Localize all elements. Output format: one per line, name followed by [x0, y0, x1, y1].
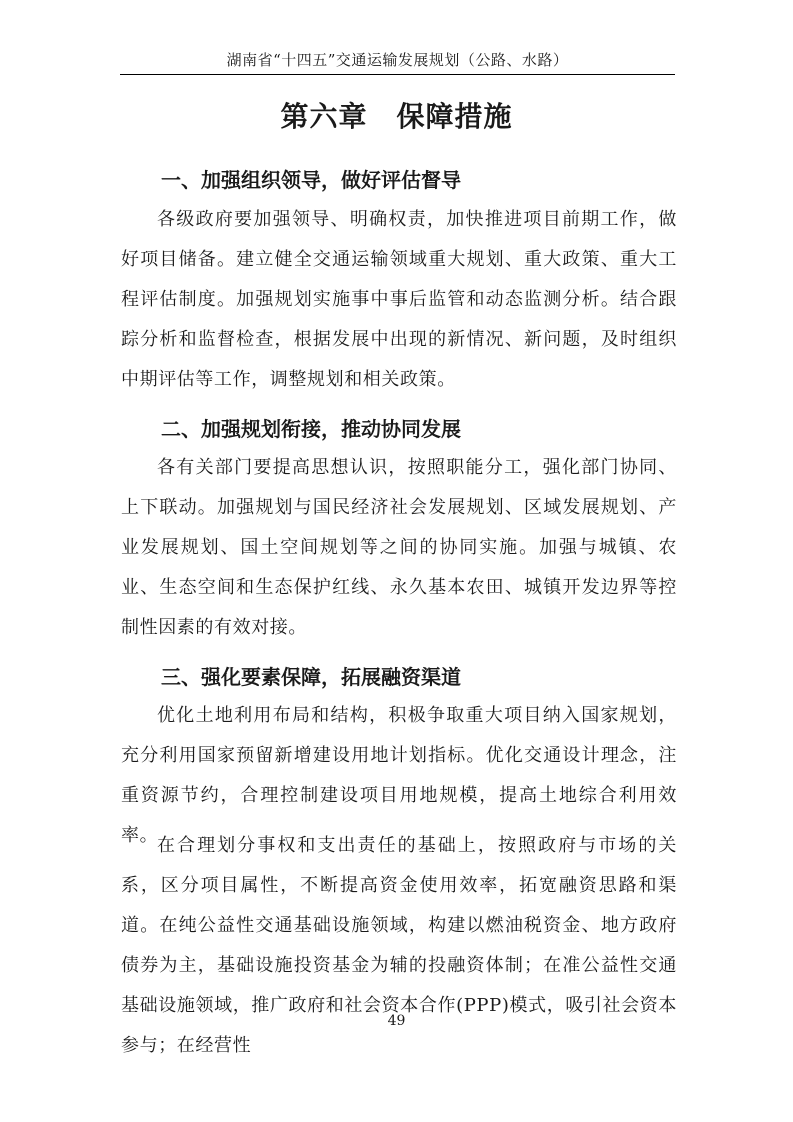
running-header: 湖南省“十四五”交通运输发展规划（公路、水路）	[226, 51, 569, 69]
section-heading-3: 三、强化要素保障，拓展融资渠道	[161, 665, 461, 689]
section-1-paragraph: 各级政府要加强领导、明确权责，加快推进项目前期工作，做好项目储备。建立健全交通运输领域重大规划、重大政策、重大工程评估制度。加强规划实施事中事后监管和动态监测分析。结合跟踪分析和监督检查，根据发展中出现的新情况、新问题，及时组织中期评估等工作，调整规划和相关政策。	[121, 209, 677, 390]
section-2-paragraph: 各有关部门要提高思想认识，按照职能分工，强化部门协同、上下联动。加强规划与国民经济社会发展规划、区域发展规划、产业发展规划、国土空间规划等之间的协同实施。加强与城镇、农业、生态空间和生态保护红线、永久基本农田、城镇开发边界等控制性因素的有效对接。	[121, 457, 677, 638]
page-number: 49	[387, 1013, 406, 1029]
header-divider	[120, 74, 675, 75]
chapter-title: 第六章 保障措施	[280, 100, 513, 133]
section-3-paragraph-1: 优化土地利用布局和结构，积极争取重大项目纳入国家规划，充分利用国家预留新增建设用地计划指标。优化交通设计理念，注重资源节约，合理控制建设项目用地规模，提高土地综合利用效率。	[121, 705, 677, 846]
section-3-paragraph-2: 在合理划分事权和支出责任的基础上，按照政府与市场的关系，区分项目属性，不断提高资金使用效率，拓宽融资思路和渠道。在纯公益性交通基础设施领域，构建以燃油税资金、地方政府债券为主，基础设施投资基金为辅的投融资体制；在准公益性交通基础设施领域，推广政府和社会资本合作(PPP)模式，吸引社会资本参与；在经营性	[121, 835, 677, 1056]
section-heading-2: 二、加强规划衔接，推动协同发展	[161, 417, 461, 441]
section-heading-1: 一、加强组织领导，做好评估督导	[161, 168, 461, 192]
